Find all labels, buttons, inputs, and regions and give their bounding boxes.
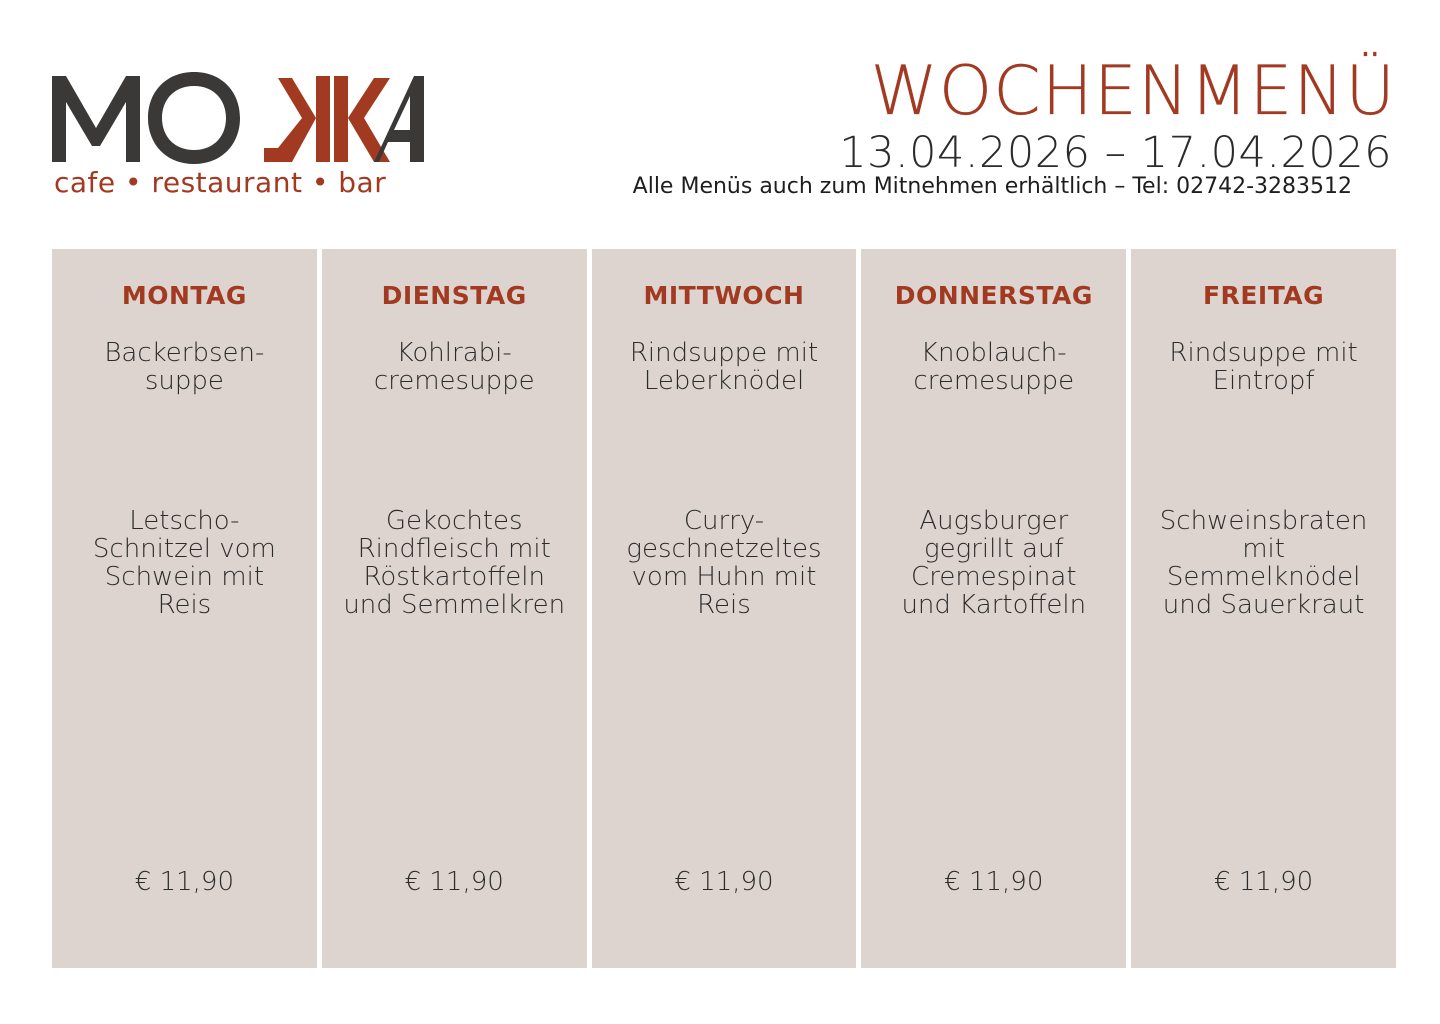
logo — [52, 70, 432, 200]
main-dish-line: Gekochtes — [385, 506, 523, 536]
day-column-dienstag — [322, 249, 587, 968]
main-dish-line: gegrillt auf — [923, 534, 1064, 564]
soup-line: Rindsuppe mit — [629, 338, 819, 368]
soup-line: cremesuppe — [373, 366, 535, 396]
day-name: MITTWOCH — [643, 281, 805, 310]
main-dish-line: geschnetzeltes — [626, 534, 822, 564]
soup — [1137, 339, 1390, 395]
day-name: DONNERSTAG — [894, 281, 1093, 310]
menu-title: WOCHENMENÜ — [870, 52, 1396, 131]
soup — [328, 339, 581, 395]
soup-line: Knoblauch- — [920, 338, 1067, 368]
week-columns — [52, 249, 1396, 968]
logo-letter-o — [148, 72, 240, 164]
main-dish-line: vom Huhn mit — [631, 562, 817, 592]
day-column-freitag — [1131, 249, 1396, 968]
day-column-montag — [52, 249, 317, 968]
main-dish — [865, 507, 1122, 619]
price: € 11,90 — [404, 867, 504, 897]
main-dish-line: Schnitzel vom — [92, 534, 276, 564]
main-dish-line: Schweinsbraten — [1159, 506, 1368, 536]
main-dish-line: und Kartoffeln — [901, 590, 1087, 620]
soup-line: Leberknödel — [643, 366, 805, 396]
logo-letter-m — [52, 76, 140, 162]
soup-line: cremesuppe — [913, 366, 1075, 396]
soup — [598, 339, 851, 395]
soup-line: Kohlrabi- — [396, 338, 512, 368]
main-dish — [596, 507, 853, 619]
soup — [867, 339, 1120, 395]
day-name: MONTAG — [121, 281, 247, 310]
soup-line: suppe — [144, 366, 224, 396]
main-dish-line: mit — [1242, 534, 1285, 564]
soup — [58, 339, 311, 395]
price: € 11,90 — [134, 867, 235, 897]
main-dish-line: Reis — [697, 590, 751, 620]
menu-date-range: 13.04.2026 – 17.04.2026 — [839, 128, 1392, 178]
main-dish — [326, 507, 583, 619]
main-dish-line: Augsburger — [919, 506, 1069, 536]
mokka-wordmark — [52, 70, 424, 162]
main-dish-line: und Semmelkren — [343, 590, 566, 620]
soup-line: Backerbsen- — [104, 338, 265, 368]
price: € 11,90 — [944, 867, 1044, 897]
price: € 11,90 — [674, 867, 774, 897]
main-dish — [1135, 507, 1392, 619]
logo-letter-k-mirrored — [264, 76, 330, 162]
main-dish-line: Rindfleisch mit — [357, 534, 551, 564]
main-dish-line: Curry- — [683, 506, 765, 536]
main-dish-line: Röstkartoffeln — [363, 562, 545, 592]
price: € 11,90 — [1213, 867, 1314, 897]
day-name: FREITAG — [1202, 281, 1325, 310]
main-dish-line: Letscho- — [129, 506, 240, 536]
main-dish-line: und Sauerkraut — [1162, 590, 1365, 620]
main-dish-line: Reis — [157, 590, 212, 620]
day-name: DIENSTAG — [381, 281, 527, 310]
logo-tagline: cafe • restaurant • bar — [54, 166, 387, 199]
soup-line: Eintropf — [1212, 366, 1315, 396]
main-dish-line: Schwein mit — [104, 562, 265, 592]
main-dish — [56, 507, 313, 619]
soup-line: Rindsuppe mit — [1169, 338, 1358, 368]
day-column-donnerstag — [861, 249, 1126, 968]
takeaway-note: Alle Menüs auch zum Mitnehmen erhältlich – Tel: 02742-3283512 — [632, 174, 1352, 199]
day-column-mittwoch — [592, 249, 857, 968]
main-dish-line: Semmelknödel — [1166, 562, 1361, 592]
main-dish-line: Cremespinat — [911, 562, 1077, 592]
